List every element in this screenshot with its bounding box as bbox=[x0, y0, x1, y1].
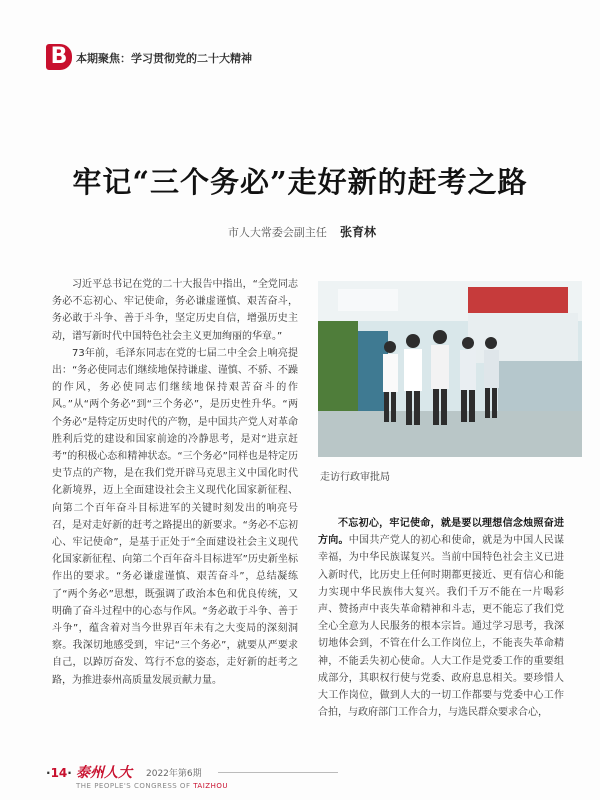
paragraph: 73年前，毛泽东同志在党的七届二中全会上响亮提出：“务必使同志们继续地保持谦虚、谨慎、不骄、不躁的作风，务必使同志们继续地保持艰苦奋斗的作风。”从“两个务必”到“三个务必”，是历史性升华。“两个务必”是特定历史时代的产物，是中国共产党人对革命胜利后党的建设和国家前途的冷静思考，是对“进京赶考”的积极心态和精神状态。“三个务必”同样也是特定历史节点的产物，是在我们党开辟马克思主义中国化时代化新境界，迈上全面建设社会主义现代化国家新征程、向第二个百年奋斗目标进军的关键时刻发出的响亮号召，是对走好新的赶考之路提出的新要求。“务必不忘初心、牢记使命”，是基于正处于“全面建设社会主义现代化国家新征程、向第二个百年奋斗目标进军”历史新坐标作出的要求。“务必谦虚谨慎、艰苦奋斗”，总结凝练了“两个务必”思想，既强调了政治本色和优良传统，又明确了奋斗过程中的心态与作风。“务必敢于斗争、善于斗争”，蕴含着对当今世界百年未有之大变局的深刻洞察。我深切地感受到，牢记“三个务必”，就要从严要求自己，以踔厉奋发、笃行不怠的姿态，走好新的赶考之路，为推进泰州高质量发展贡献力量。 bbox=[52, 347, 298, 686]
photo-illustration bbox=[318, 281, 582, 457]
paragraph: 习近平总书记在党的二十大报告中指出，“全党同志务必不忘初心、牢记使命，务必谦虚谨慎、艰苦奋斗，务必敢于斗争、善于斗争，坚定历史自信，增强历史主动，谱写新时代中国特色社会主义更加绚丽的华章。” bbox=[52, 279, 298, 342]
section-header bbox=[46, 44, 446, 72]
author-role: 市人大常委会副主任 bbox=[227, 226, 327, 239]
byline bbox=[0, 221, 580, 240]
page-footer bbox=[46, 760, 566, 790]
left-column bbox=[52, 276, 298, 689]
magazine-logo: 泰州人大 bbox=[76, 765, 132, 781]
article-photo bbox=[318, 281, 582, 457]
lead-sentence: 不忘初心，牢记使命，就是要以理想信念烛照奋进方向。 bbox=[318, 518, 564, 547]
magazine-subtitle: THE PEOPLE'S CONGRESS OF TAIZHOU bbox=[76, 782, 228, 790]
paragraph bbox=[318, 515, 564, 721]
footer-divider bbox=[218, 772, 338, 773]
issue-label: 2022年第6期 bbox=[146, 769, 202, 779]
section-label: 本期聚焦：学习贯彻党的二十大精神 bbox=[76, 52, 252, 65]
body-text: 中国共产党人的初心和使命，就是为中国人民谋幸福，为中华民族谋复兴。当前中国特色社会主义已进入新时代，比历史上任何时期都更接近、更有信心和能力实现中华民族伟大复兴。我们千万不能在一片喝彩声、赞扬声中丧失革命精神和斗志，更不能忘了我们党全心全意为人民服务的根本宗旨。通过学习思考，我深切地体会到，不管在什么工作岗位上，不能丧失革命精神，不能丢失初心使命。人大工作是党委工作的重要组成部分，其职权行使与党委、政府息息相关。要珍惜人大工作岗位，做到人大的一切工作都要与党委中心工作合拍，与政府部门工作合力，与选民群众要求合心， bbox=[318, 535, 565, 719]
right-column bbox=[318, 515, 564, 721]
page-number: ·14· bbox=[46, 766, 72, 780]
photo-caption: 走访行政审批局 bbox=[320, 472, 390, 483]
author-name: 张育林 bbox=[339, 225, 376, 239]
article-title: 牢记“三个务必”走好新的赶考之路 bbox=[72, 165, 528, 199]
section-logo: B bbox=[46, 44, 72, 70]
